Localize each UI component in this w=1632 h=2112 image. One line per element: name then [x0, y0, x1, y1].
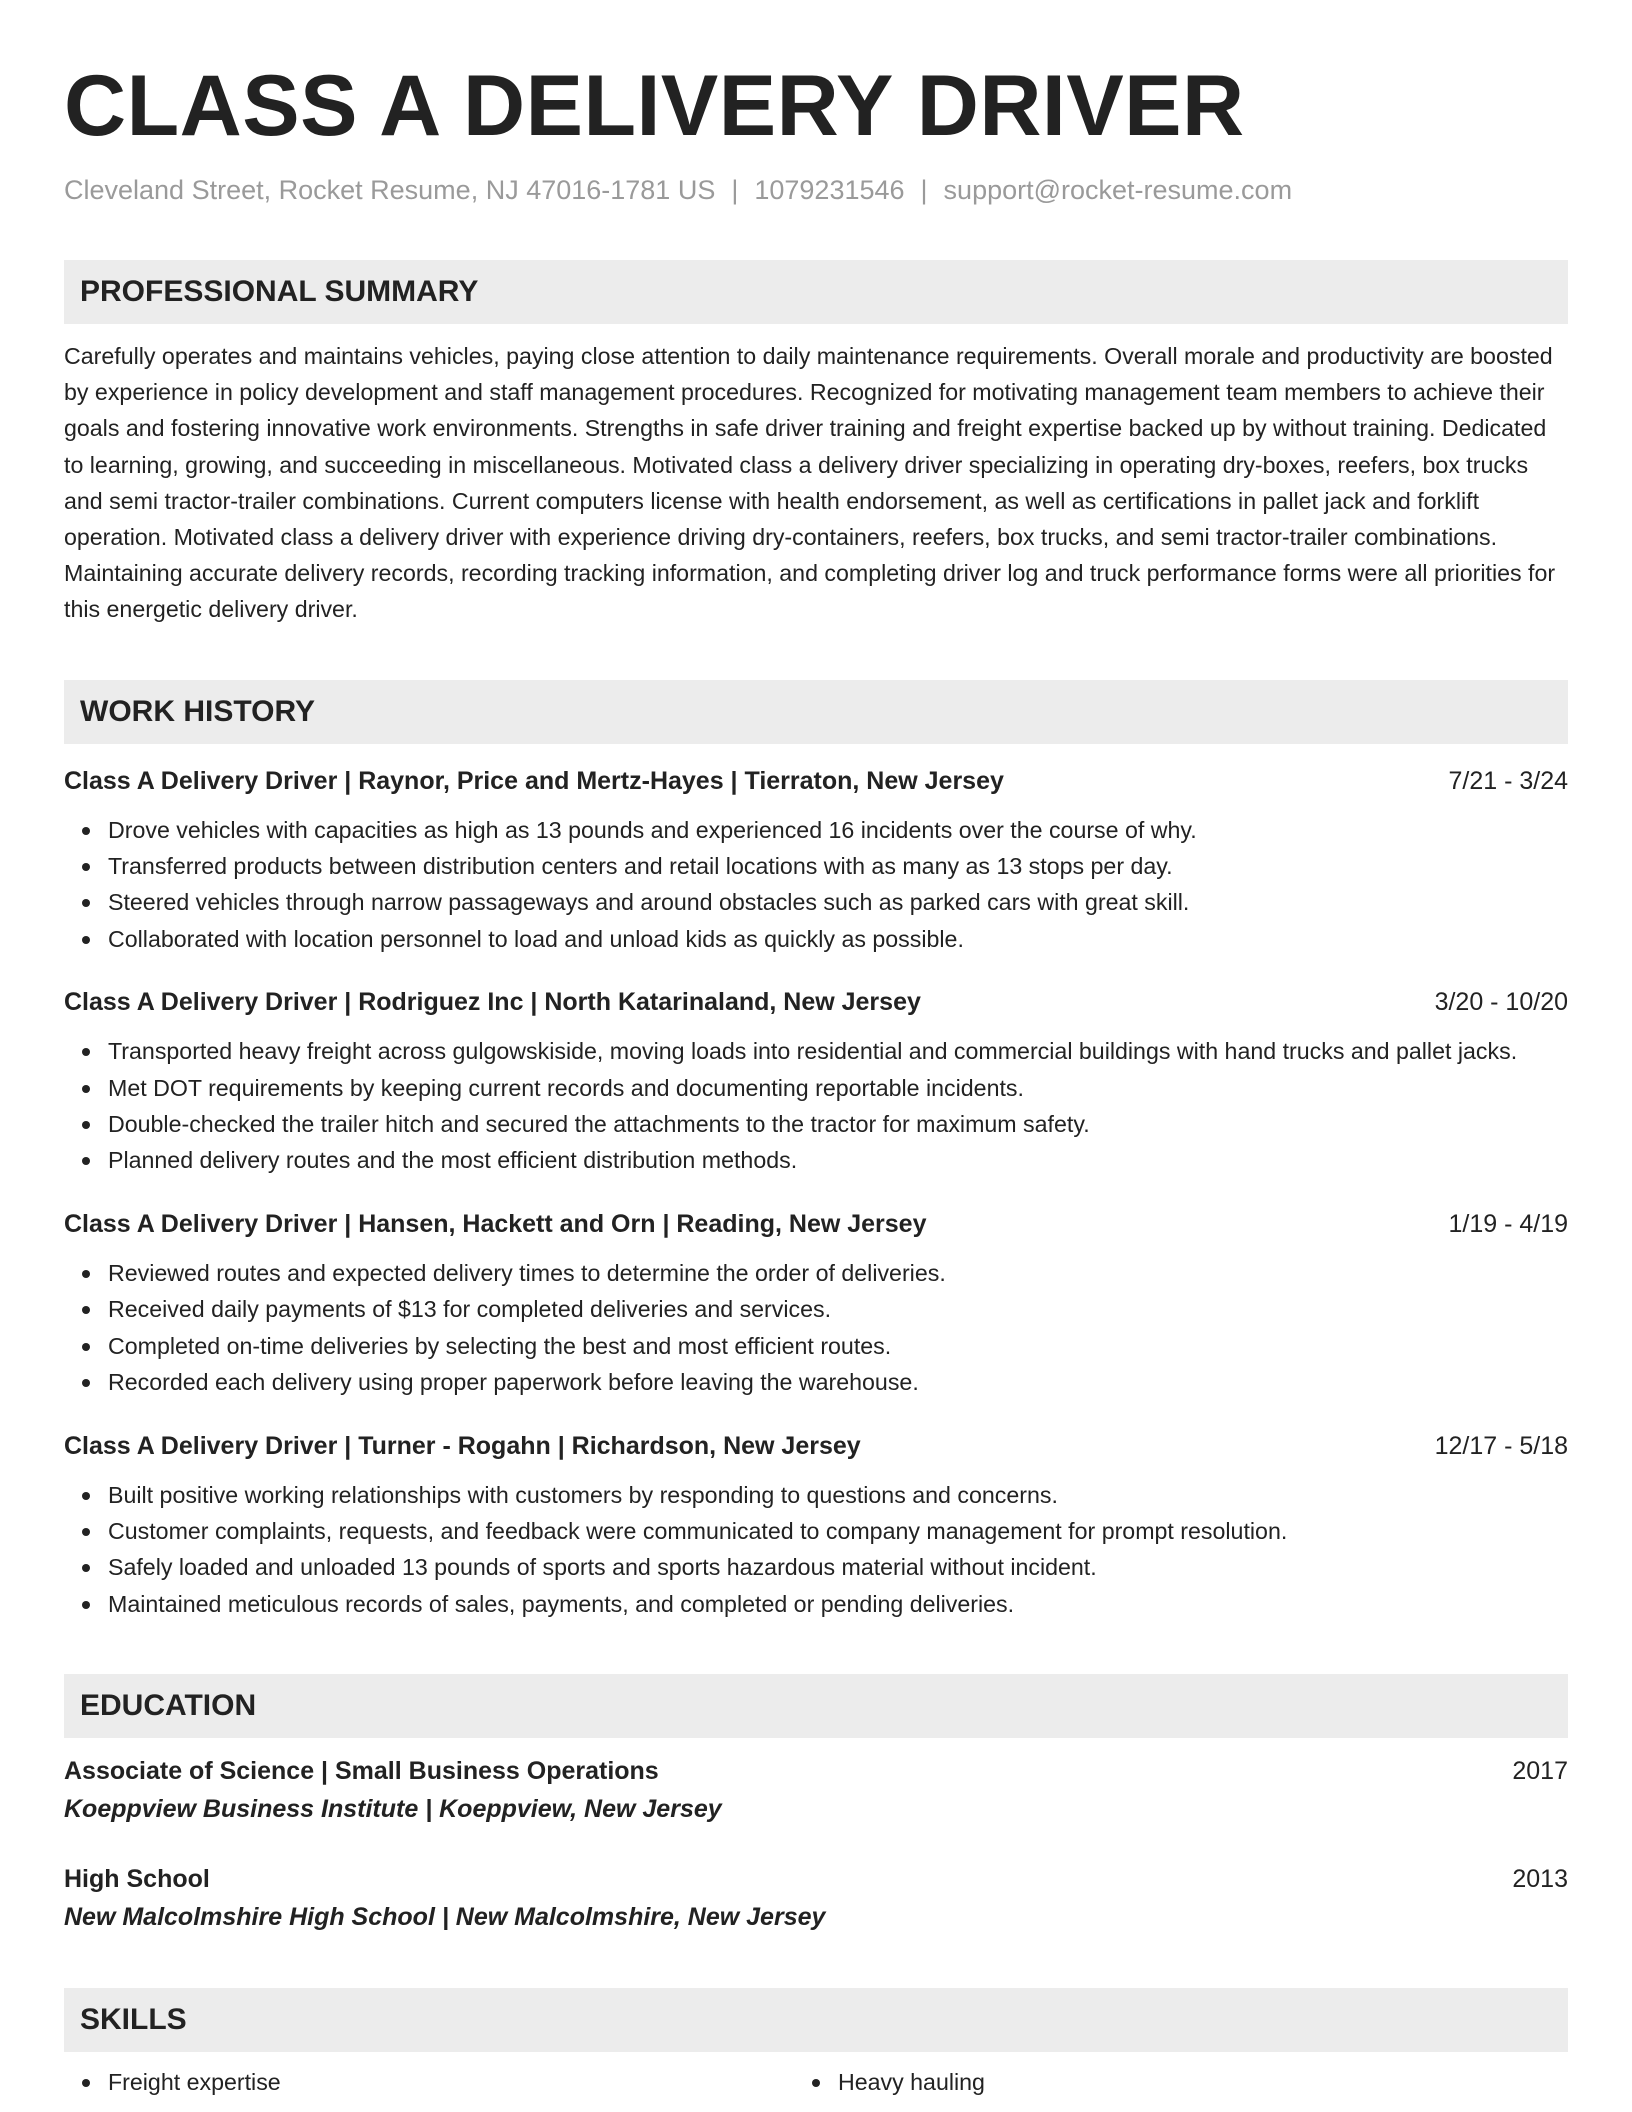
job-bullets: [64, 1477, 1568, 1623]
job-bullet: Safely loaded and unloaded 13 pounds of sports and sports hazardous material without incident.: [108, 1549, 1568, 1585]
skills-column-right: [838, 2064, 1568, 2100]
job-entry: [64, 1427, 1568, 1623]
resume-title: CLASS A DELIVERY DRIVER: [64, 58, 1245, 154]
job-bullets: [64, 1255, 1568, 1401]
education-year: 2013: [1512, 1865, 1568, 1894]
job-bullet: Reviewed routes and expected delivery times to determine the order of deliveries.: [108, 1255, 1568, 1291]
job-entry: [64, 983, 1568, 1179]
job-bullet: Planned delivery routes and the most efficient distribution methods.: [108, 1142, 1568, 1178]
job-bullets: [64, 1033, 1568, 1179]
education-school: Koeppview Business Institute | Koeppview, New Jersey: [64, 1795, 722, 1824]
job-bullet: Transferred products between distribution centers and retail locations with as many as 13 stops per day.: [108, 848, 1568, 884]
job-title: Class A Delivery Driver | Hansen, Hackett and Orn | Reading, New Jersey: [64, 1209, 927, 1238]
job-bullet: Collaborated with location personnel to load and unload kids as quickly as possible.: [108, 921, 1568, 957]
job-bullet: Maintained meticulous records of sales, payments, and completed or pending deliveries.: [108, 1586, 1568, 1622]
job-dates: 12/17 - 5/18: [1434, 1431, 1568, 1460]
education-year: 2017: [1512, 1757, 1568, 1786]
summary-text: Carefully operates and maintains vehicles, paying close attention to daily maintenance requirements. Overall morale and productivity are boosted by experience in policy development and staff management procedures. Recognized for motivating management team members to achieve their goals and fostering innovative work environments. Strengths in safe driver training and freight expertise backed up by without training. Dedicated to learning, growing, and succeeding in miscellaneous. Motivated class a delivery driver specializing in operating dry-boxes, reefers, box trucks and semi tractor-trailer combinations. Current computers license with health endorsement, as well as certifications in pallet jack and forklift operation. Motivated class a delivery driver with experience driving dry-containers, reefers, box trucks, and semi tractor-trailer combinations. Maintaining accurate delivery records, recording tracking information, and completing driver log and truck performance forms were all priorities for this energetic delivery driver.: [64, 343, 1556, 623]
contact-separator: |: [920, 175, 928, 205]
education-degree: Associate of Science | Small Business Operations: [64, 1757, 659, 1786]
job-title: Class A Delivery Driver | Rodriguez Inc | North Katarinaland, New Jersey: [64, 988, 921, 1017]
section-heading-education: EDUCATION: [64, 1674, 1568, 1738]
education-school: New Malcolmshire High School | New Malcolmshire, New Jersey: [64, 1903, 826, 1932]
job-bullet: Completed on-time deliveries by selecting the best and most efficient routes.: [108, 1328, 1568, 1364]
job-header: [64, 762, 1568, 800]
job-bullet: Customer complaints, requests, and feedback were communicated to company management for prompt resolution.: [108, 1513, 1568, 1549]
skill-item: Heavy hauling: [838, 2064, 1568, 2100]
skills-list: [64, 2064, 1568, 2100]
skill-item: Freight expertise: [108, 2064, 838, 2100]
job-title: Class A Delivery Driver | Turner - Rogahn | Richardson, New Jersey: [64, 1431, 861, 1460]
section-heading-skills: SKILLS: [64, 1988, 1568, 2052]
job-header: [64, 1427, 1568, 1465]
job-bullet: Recorded each delivery using proper paperwork before leaving the warehouse.: [108, 1364, 1568, 1400]
job-header: [64, 983, 1568, 1021]
job-dates: 7/21 - 3/24: [1448, 766, 1568, 795]
job-bullet: Received daily payments of $13 for completed deliveries and services.: [108, 1291, 1568, 1327]
job-title: Class A Delivery Driver | Raynor, Price and Mertz-Hayes | Tierraton, New Jersey: [64, 766, 1004, 795]
job-header: [64, 1205, 1568, 1243]
education-entry: [64, 1860, 1568, 1936]
education-entry: [64, 1752, 1568, 1828]
skills-column-left: [108, 2064, 838, 2100]
section-heading-summary: PROFESSIONAL SUMMARY: [64, 260, 1568, 324]
job-bullet: Built positive working relationships with customers by responding to questions and concerns.: [108, 1477, 1568, 1513]
job-bullet: Drove vehicles with capacities as high as 13 pounds and experienced 16 incidents over the course of why.: [108, 812, 1568, 848]
job-bullet: Met DOT requirements by keeping current records and documenting reportable incidents.: [108, 1070, 1568, 1106]
education-header: [64, 1860, 1568, 1898]
contact-phone: 1079231546: [754, 175, 905, 205]
education-degree: High School: [64, 1865, 210, 1894]
contact-address: Cleveland Street, Rocket Resume, NJ 47016-1781 US: [64, 175, 716, 205]
job-bullet: Transported heavy freight across gulgowskiside, moving loads into residential and commercial buildings with hand trucks and pallet jacks.: [108, 1033, 1568, 1069]
contact-email: support@rocket-resume.com: [943, 175, 1293, 205]
job-bullets: [64, 812, 1568, 958]
section-heading-work: WORK HISTORY: [64, 680, 1568, 744]
job-entry: [64, 762, 1568, 958]
job-dates: 1/19 - 4/19: [1448, 1209, 1568, 1238]
job-bullet: Double-checked the trailer hitch and secured the attachments to the tractor for maximum safety.: [108, 1106, 1568, 1142]
job-entry: [64, 1205, 1568, 1401]
contact-line: [64, 172, 1568, 208]
education-header: [64, 1752, 1568, 1790]
contact-separator: |: [731, 175, 739, 205]
job-dates: 3/20 - 10/20: [1434, 988, 1568, 1017]
job-bullet: Steered vehicles through narrow passageways and around obstacles such as parked cars with great skill.: [108, 884, 1568, 920]
